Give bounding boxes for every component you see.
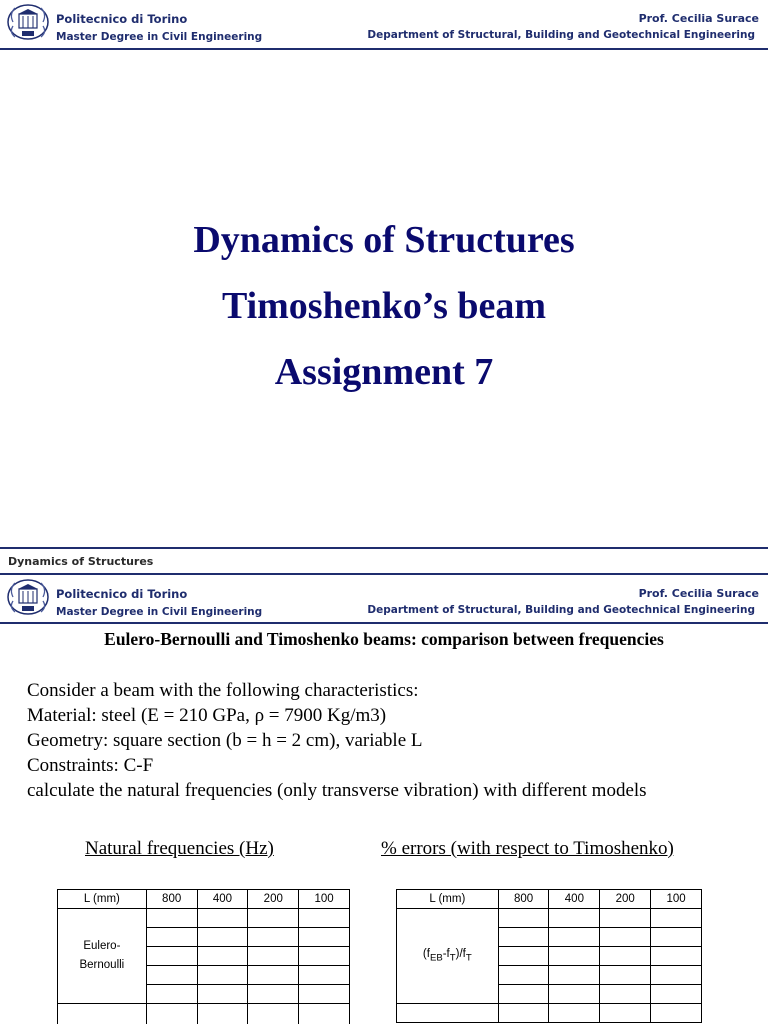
frequencies-table: [57, 889, 350, 1024]
value-cell[interactable]: [600, 909, 651, 928]
value-cell[interactable]: [146, 985, 197, 1004]
value-cell[interactable]: [498, 966, 549, 985]
formula-part: -f: [442, 947, 450, 960]
value-cell[interactable]: [299, 1004, 350, 1024]
table-row: [58, 909, 350, 928]
value-cell[interactable]: [197, 947, 248, 966]
value-cell[interactable]: [197, 909, 248, 928]
value-cell[interactable]: [498, 947, 549, 966]
left-table-title: Natural frequencies (Hz): [85, 838, 274, 859]
header-cell-800: 800: [146, 890, 197, 909]
row-label-relative-error: [397, 909, 499, 1004]
value-cell[interactable]: [197, 985, 248, 1004]
row-label-line-2: Bernoulli: [79, 959, 125, 971]
value-cell[interactable]: [146, 928, 197, 947]
header-cell-400: 400: [549, 890, 600, 909]
value-cell[interactable]: [397, 1004, 499, 1023]
section-label: Dynamics of Structures: [8, 555, 154, 568]
value-cell[interactable]: [248, 909, 299, 928]
value-cell[interactable]: [651, 985, 702, 1004]
value-cell[interactable]: [549, 985, 600, 1004]
errors-table: [396, 889, 702, 1023]
formula-sub: T: [449, 952, 456, 964]
title-line-2: Timoshenko’s beam: [221, 285, 547, 327]
value-cell[interactable]: [651, 966, 702, 985]
value-cell[interactable]: [600, 947, 651, 966]
value-cell[interactable]: [549, 909, 600, 928]
professor-name: Prof. Cecilia Surace: [638, 12, 759, 25]
value-cell[interactable]: [651, 909, 702, 928]
value-cell[interactable]: [549, 966, 600, 985]
value-cell[interactable]: [600, 966, 651, 985]
degree-name: Master Degree in Civil Engineering: [56, 606, 263, 618]
table-header-row: [58, 890, 350, 909]
institution-name: Politecnico di Torino: [56, 12, 188, 26]
value-cell[interactable]: [600, 1004, 651, 1023]
header-cell-100: 100: [299, 890, 350, 909]
formula-part: )/f: [455, 947, 466, 960]
formula-sub: T: [465, 952, 472, 964]
value-cell[interactable]: [498, 1004, 549, 1023]
institution-name: Politecnico di Torino: [56, 587, 188, 601]
value-cell[interactable]: [248, 966, 299, 985]
value-cell[interactable]: [498, 909, 549, 928]
slide-assignment: [0, 547, 768, 1024]
politecnico-seal-icon: [5, 2, 51, 42]
body-line-constraints: Constraints: C-F: [27, 755, 154, 776]
header-cell-100: 100: [651, 890, 702, 909]
value-cell[interactable]: [651, 928, 702, 947]
value-cell[interactable]: [248, 947, 299, 966]
value-cell[interactable]: [146, 947, 197, 966]
table-header-row: [397, 890, 702, 909]
value-cell[interactable]: [146, 966, 197, 985]
value-cell[interactable]: [549, 947, 600, 966]
title-line-1: Dynamics of Structures: [193, 219, 575, 261]
right-table-title: % errors (with respect to Timoshenko): [381, 838, 674, 859]
body-line-material: Material: steel (E = 210 GPa, ρ = 7900 Kg/m3): [27, 705, 387, 726]
value-cell[interactable]: [299, 966, 350, 985]
slide-subtitle: Eulero-Bernoulli and Timoshenko beams: comparison between frequencies: [104, 629, 664, 649]
value-cell[interactable]: [58, 1004, 147, 1024]
value-cell[interactable]: [197, 1004, 248, 1024]
table-row: [397, 909, 702, 928]
value-cell[interactable]: [498, 928, 549, 947]
value-cell[interactable]: [651, 1004, 702, 1023]
body-line-intro: Consider a beam with the following characteristics:: [27, 680, 419, 701]
value-cell[interactable]: [248, 985, 299, 1004]
header-cell-800: 800: [498, 890, 549, 909]
table-row: [397, 1004, 702, 1023]
professor-name: Prof. Cecilia Surace: [638, 587, 759, 600]
header-divider: [0, 622, 768, 624]
department-name: Department of Structural, Building and Geotechnical Engineering: [367, 604, 755, 616]
value-cell[interactable]: [197, 966, 248, 985]
value-cell[interactable]: [299, 928, 350, 947]
formula-part: (f: [422, 947, 430, 960]
value-cell[interactable]: [600, 985, 651, 1004]
header-divider: [0, 48, 768, 50]
value-cell[interactable]: [146, 1004, 197, 1024]
value-cell[interactable]: [549, 1004, 600, 1023]
value-cell[interactable]: [299, 947, 350, 966]
value-cell[interactable]: [197, 928, 248, 947]
slide-header: [0, 0, 768, 43]
header-cell-200: 200: [600, 890, 651, 909]
value-cell[interactable]: [498, 985, 549, 1004]
value-cell[interactable]: [299, 909, 350, 928]
formula-sub: EB: [429, 952, 443, 964]
slide-header: [0, 575, 768, 618]
body-line-geometry: Geometry: square section (b = h = 2 cm), variable L: [27, 730, 423, 751]
value-cell[interactable]: [651, 947, 702, 966]
politecnico-seal-icon: [5, 577, 51, 617]
value-cell[interactable]: [600, 928, 651, 947]
department-name: Department of Structural, Building and Geotechnical Engineering: [367, 29, 755, 41]
slide-top-divider: [0, 547, 768, 549]
value-cell[interactable]: [248, 928, 299, 947]
value-cell[interactable]: [299, 985, 350, 1004]
value-cell[interactable]: [549, 928, 600, 947]
table-row: [58, 1004, 350, 1024]
header-cell-400: 400: [197, 890, 248, 909]
body-line-task: calculate the natural frequencies (only transverse vibration) with different models: [27, 780, 647, 801]
header-cell-l: L (mm): [397, 890, 499, 909]
header-cell-l: L (mm): [58, 890, 147, 909]
row-label-line-1: Eulero-: [83, 940, 121, 952]
title-line-3: Assignment 7: [274, 351, 494, 393]
value-cell[interactable]: [146, 909, 197, 928]
header-cell-200: 200: [248, 890, 299, 909]
value-cell[interactable]: [248, 1004, 299, 1024]
degree-name: Master Degree in Civil Engineering: [56, 31, 263, 43]
row-label-eulero-bernoulli: [58, 909, 147, 1004]
